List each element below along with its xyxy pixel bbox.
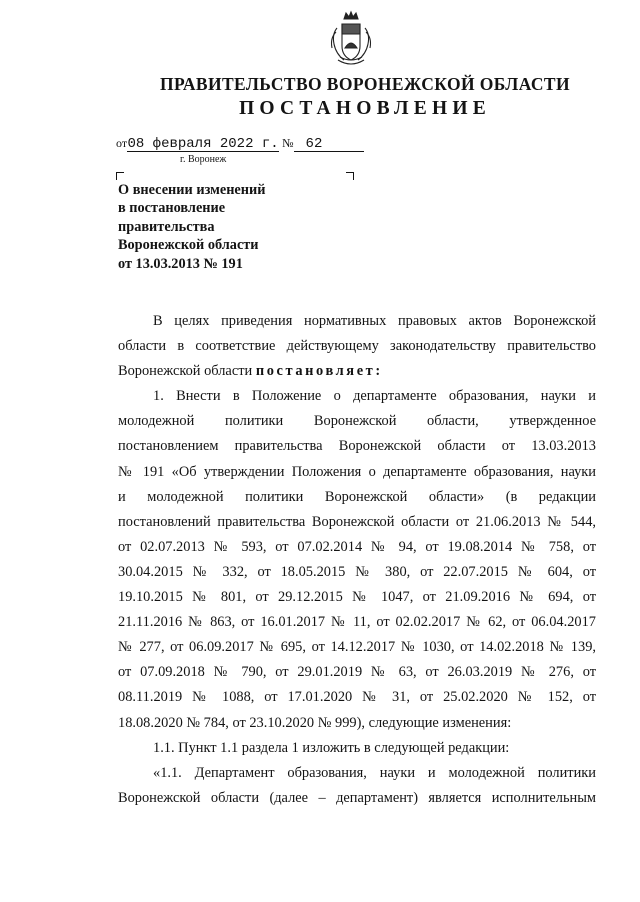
body-line: 08.11.2019 № 1088, от 17.01.2020 № 31, от 25.02.2020 № 152, от — [118, 689, 596, 706]
body-line: 19.10.2015 № 801, от 29.12.2015 № 1047, от 21.09.2016 № 694, от — [118, 589, 596, 606]
document-body — [118, 309, 596, 811]
body-line: 1. Внести в Положение о департаменте образования, науки и — [153, 388, 596, 405]
document-date: 08 февраля 2022 г. — [127, 136, 279, 152]
number-prefix: № — [282, 136, 294, 150]
body-line: области в соответствие действующему законодательству правительство — [118, 338, 596, 355]
organization-title: ПРАВИТЕЛЬСТВО ВОРОНЕЖСКОЙ ОБЛАСТИ — [159, 74, 571, 94]
body-line: 30.04.2015 № 332, от 18.05.2015 № 380, от 22.07.2015 № 604, от — [118, 563, 596, 580]
body-line: постановлений правительства Воронежской области от 21.06.2013 № 544, — [118, 513, 596, 530]
body-line: В целях приведения нормативных правовых актов Воронежской — [153, 313, 596, 329]
subject-corner-right — [346, 172, 354, 180]
body-line: 18.08.2020 № 784, от 23.10.2020 № 999), следующие изменения: — [118, 714, 512, 731]
body-line: от 07.09.2018 № 790, от 29.01.2019 № 63, от 26.03.2019 № 276, от — [118, 664, 596, 681]
subject-line: от 13.03.2013 № 191 — [118, 255, 243, 272]
subject-line: в постановление — [118, 200, 226, 217]
date-number-line — [116, 136, 364, 152]
subject-corner-left — [116, 172, 124, 180]
body-line: и молодежной политики Воронежской области» (в редакции — [118, 488, 596, 505]
coat-of-arms-emblem — [328, 10, 374, 68]
body-line: 1.1. Пункт 1.1 раздела 1 изложить в следующей редакции: — [153, 739, 510, 756]
body-line: «1.1. Департамент образования, науки и молодежной политики — [153, 764, 596, 781]
subject-line: правительства — [118, 218, 215, 235]
body-line: № 277, от 06.09.2017 № 695, от 14.12.2017 № 1030, от 14.02.2018 № 139, — [118, 639, 596, 656]
body-line: Воронежской области (далее – департамент) является исполнительным — [118, 789, 596, 806]
body-line: постановлением правительства Воронежской области от 13.03.2013 — [118, 438, 596, 455]
document-subject — [118, 181, 266, 273]
subject-line: Воронежской области — [118, 237, 259, 254]
body-line: № 191 «Об утверждении Положения о департаменте образования, науки — [118, 463, 596, 480]
document-type: ПОСТАНОВЛЕНИЕ — [239, 98, 491, 119]
body-line-preamble-end — [118, 359, 596, 384]
resolution-verb: постановляет: — [255, 363, 383, 380]
city-label: г. Воронеж — [180, 154, 227, 165]
body-line: молодежной политики Воронежской области, утвержденное — [118, 413, 596, 430]
preamble-subject: Воронежской области — [118, 363, 253, 380]
body-line: от 02.07.2013 № 593, от 07.02.2014 № 94, от 19.08.2014 № 758, от — [118, 538, 596, 555]
date-prefix: от — [116, 136, 128, 150]
body-line: 21.11.2016 № 863, от 16.01.2017 № 11, от 02.02.2017 № 62, от 06.04.2017 — [118, 614, 596, 631]
document-number: 62 — [305, 136, 323, 152]
subject-line: О внесении изменений — [118, 182, 266, 198]
